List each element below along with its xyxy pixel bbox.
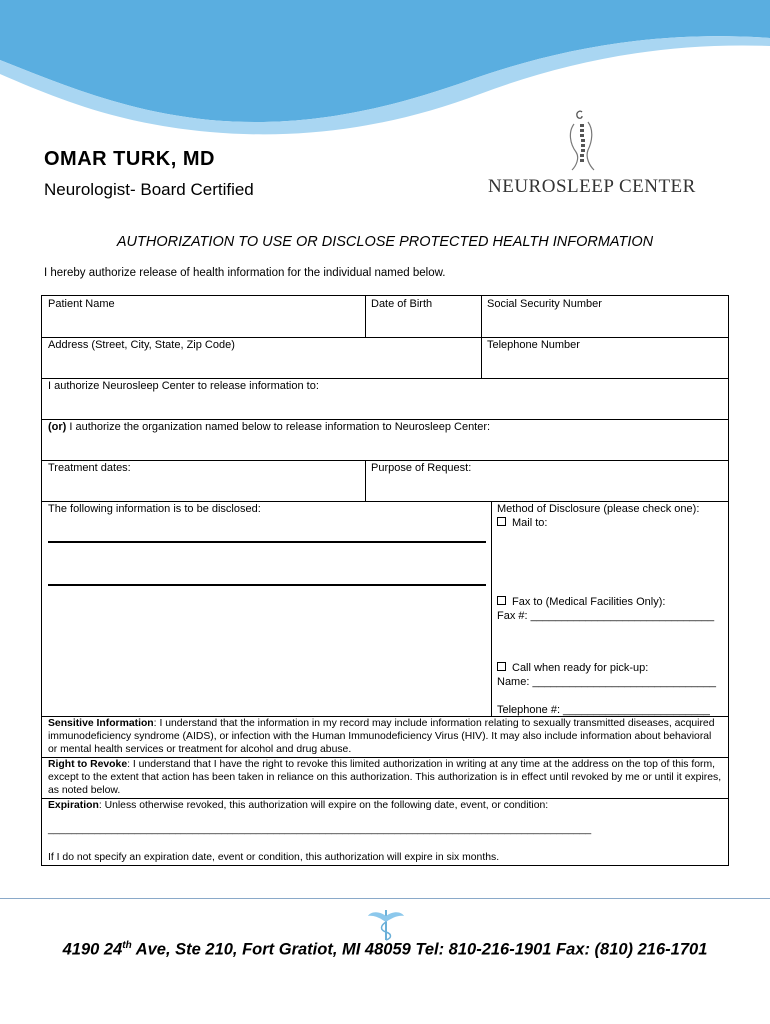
footer-address-suffix: th bbox=[122, 940, 132, 951]
release-to-field[interactable] bbox=[42, 378, 728, 419]
telephone-field[interactable] bbox=[481, 337, 728, 378]
release-to-label: I authorize Neurosleep Center to release information to: bbox=[48, 380, 319, 392]
fax-number-field[interactable]: Fax #: ______________________________ bbox=[497, 609, 715, 622]
footer-divider bbox=[0, 898, 770, 899]
intro-text: I hereby authorize release of health information for the individual named below. bbox=[44, 267, 446, 279]
sensitive-info-label: Sensitive Information bbox=[48, 718, 154, 729]
mail-option[interactable] bbox=[497, 517, 722, 531]
footer-address-rest: Ave, Ste 210, Fort Gratiot, MI 48059 Tel: 810-216-1901 Fax: (810) 216-1701 bbox=[131, 940, 708, 959]
release-from-field[interactable] bbox=[42, 419, 728, 460]
or-label: (or) bbox=[48, 421, 67, 433]
info-disclosed-label: The following information is to be disclosed: bbox=[48, 503, 261, 515]
header-wave bbox=[0, 0, 770, 150]
pickup-telephone-field[interactable]: Telephone #: ________________________ bbox=[497, 704, 710, 716]
treatment-dates-label: Treatment dates: bbox=[48, 462, 131, 474]
doctor-title: Neurologist- Board Certified bbox=[44, 180, 254, 199]
info-disclosed-label-cell bbox=[42, 501, 491, 531]
call-label: Call when ready for pick-up: bbox=[512, 662, 649, 674]
patient-name-field[interactable] bbox=[42, 296, 365, 337]
fax-checkbox[interactable] bbox=[497, 596, 506, 605]
expiration-label: Expiration bbox=[48, 800, 99, 811]
ssn-label: Social Security Number bbox=[487, 298, 602, 310]
pickup-name-field[interactable]: Name: ______________________________ bbox=[497, 675, 716, 688]
date-of-birth-label: Date of Birth bbox=[371, 298, 433, 310]
right-to-revoke-section bbox=[42, 758, 728, 798]
right-to-revoke-label: Right to Revoke bbox=[48, 759, 128, 770]
address-field[interactable] bbox=[42, 337, 481, 378]
fax-label: Fax to (Medical Facilities Only): bbox=[512, 596, 666, 608]
expiration-blank-line[interactable]: ______________________________________________________________________________________________ bbox=[48, 824, 592, 835]
disclosure-method-cell bbox=[491, 501, 728, 533]
fax-option-cell bbox=[491, 594, 728, 626]
info-disclosed-line-2[interactable] bbox=[48, 584, 486, 586]
call-option-cell bbox=[491, 660, 728, 692]
purpose-label: Purpose of Request: bbox=[371, 462, 472, 474]
form-title: AUTHORIZATION TO USE OR DISCLOSE PROTECTED HEALTH INFORMATION bbox=[116, 234, 654, 250]
purpose-field[interactable] bbox=[365, 460, 728, 501]
mail-checkbox[interactable] bbox=[497, 517, 506, 526]
treatment-dates-field[interactable] bbox=[42, 460, 365, 501]
footer-address-street: 4190 24 bbox=[62, 940, 123, 959]
expiration-section bbox=[42, 799, 728, 812]
info-disclosed-line-1[interactable] bbox=[48, 541, 486, 543]
mail-label: Mail to: bbox=[512, 516, 548, 529]
footer-address bbox=[0, 940, 770, 960]
authorization-form bbox=[41, 295, 729, 866]
call-checkbox[interactable] bbox=[497, 662, 506, 671]
ssn-field[interactable] bbox=[481, 296, 728, 337]
date-of-birth-field[interactable] bbox=[365, 296, 481, 337]
call-option[interactable] bbox=[497, 662, 722, 676]
logo-text: NEUROSLEEP CENTER bbox=[488, 176, 696, 197]
disclosure-heading: Method of Disclosure (please check one): bbox=[497, 503, 700, 515]
release-from-label: I authorize the organization named below to release information to Neurosleep Center: bbox=[66, 421, 491, 433]
sensitive-info-text: : I understand that the information in my record may include information relating to sexually transmitted diseases, acquired immunodeficiency syndrome (AIDS), or infection with the Human Immunodeficiency Virus (HIV). It may also include information about behavioral or mental health services or treatment for alcohol and drug abuse. bbox=[48, 718, 715, 756]
patient-name-label: Patient Name bbox=[48, 298, 115, 310]
fax-option[interactable] bbox=[497, 596, 722, 610]
expiration-note: If I do not specify an expiration date, event or condition, this authorization will expire in six months. bbox=[48, 852, 500, 863]
expiration-text: : Unless otherwise revoked, this authorization will expire on the following date, event, or condition: bbox=[98, 800, 549, 811]
right-to-revoke-text: : I understand that I have the right to revoke this limited authorization in writing at any time at the address on the top of this form, except to the extent that action has been taken in reliance on this authorization. This authorization is in effect until revoked by me or until it expires, as noted below. bbox=[48, 759, 722, 797]
spine-logo-icon bbox=[560, 108, 604, 174]
sensitive-info-section bbox=[42, 717, 728, 757]
doctor-name: OMAR TURK, MD bbox=[44, 148, 215, 170]
caduceus-logo-icon bbox=[366, 906, 406, 942]
telephone-label: Telephone Number bbox=[487, 339, 580, 351]
address-label: Address (Street, City, State, Zip Code) bbox=[48, 339, 235, 351]
